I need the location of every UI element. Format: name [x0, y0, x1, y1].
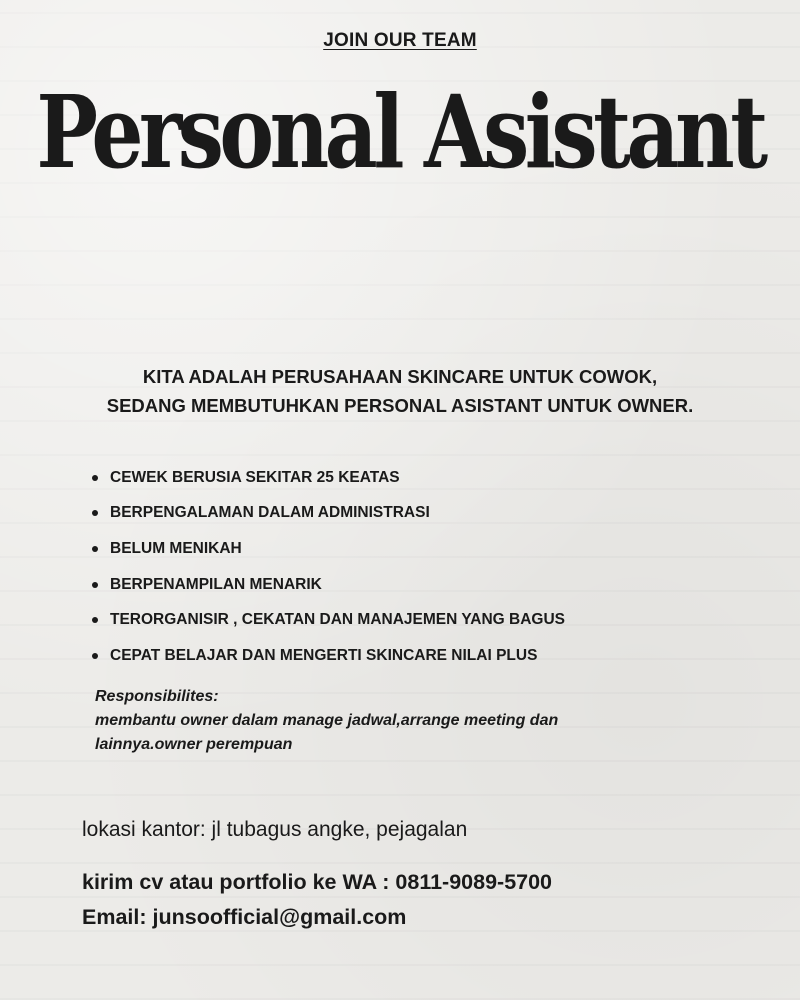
intro-line-1: KITA ADALAH PERUSAHAAN SKINCARE UNTUK COWOK, — [142, 366, 658, 387]
join-our-team-heading: JOIN OUR TEAM — [323, 30, 477, 51]
requirement-item — [92, 496, 565, 532]
requirement-text: TERORGANISIR , CEKATAN DAN MANAJEMEN YANG BAGUS — [110, 611, 565, 629]
requirement-item — [92, 602, 565, 638]
requirement-text: BERPENGALAMAN DALAM ADMINISTRASI — [110, 504, 430, 522]
requirement-text: CEWEK BERUSIA SEKITAR 25 KEATAS — [110, 468, 400, 486]
whatsapp-contact: kirim cv atau portfolio ke WA : 0811-9089-5700 — [82, 870, 553, 894]
requirement-text: BERPENAMPILAN MENARIK — [110, 575, 322, 593]
requirement-item — [92, 531, 565, 567]
intro-line-2: SEDANG MEMBUTUHKAN PERSONAL ASISTANT UNTUK OWNER. — [106, 395, 694, 416]
bullet-icon — [92, 546, 98, 552]
bullet-icon — [92, 582, 98, 588]
bullet-icon — [92, 653, 98, 659]
requirements-list — [92, 460, 565, 674]
office-location: lokasi kantor: jl tubagus angke, pejagalan — [82, 818, 468, 841]
requirement-item — [92, 460, 565, 496]
responsibilities-line-1: membantu owner dalam manage jadwal,arrange meeting dan — [95, 712, 559, 729]
requirement-item — [92, 567, 565, 603]
responsibilities-block — [95, 685, 735, 757]
job-title: Personal Asistant — [36, 74, 764, 192]
bullet-icon — [92, 510, 98, 516]
responsibilities-label: Responsibilites: — [95, 688, 219, 705]
email-contact: Email: junsoofficial@gmail.com — [82, 905, 407, 929]
requirement-item — [92, 638, 565, 674]
requirement-text: BELUM MENIKAH — [110, 539, 242, 557]
bullet-icon — [92, 617, 98, 623]
responsibilities-line-2: lainnya.owner perempuan — [95, 736, 293, 753]
intro-text — [0, 362, 800, 420]
bullet-icon — [92, 475, 98, 481]
requirement-text: CEPAT BELAJAR DAN MENGERTI SKINCARE NILAI PLUS — [110, 646, 538, 664]
